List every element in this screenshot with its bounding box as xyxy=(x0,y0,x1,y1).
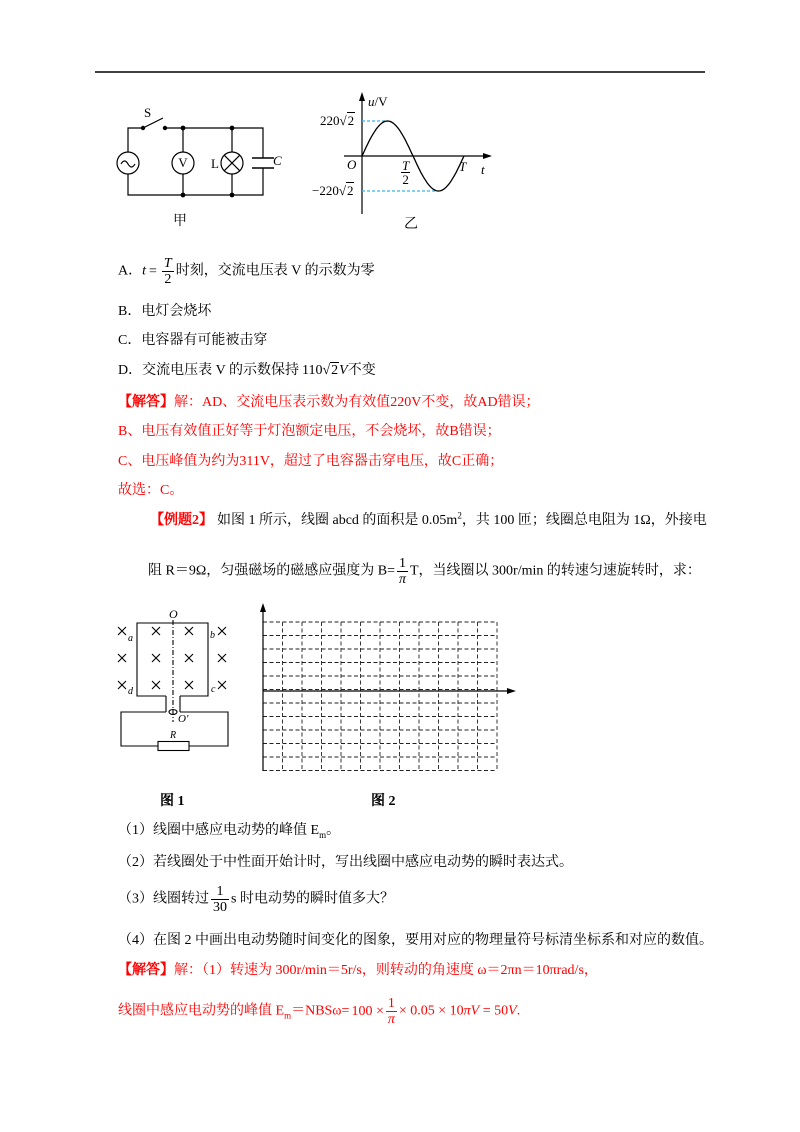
solution-1-line-3: C、电压峰值为约为311V，超过了电容器击穿电压，故C正确； xyxy=(118,454,504,469)
solution-2-equation: ＝NBSω= xyxy=(291,1003,350,1019)
graph-max-label xyxy=(320,114,355,128)
solution-2-text-1: 解：（1）转速为 300r/min＝5r/s，则转动的角速度 ω＝2πn＝10πrad/s， xyxy=(174,963,598,978)
example-2-text-2a: 阻 R＝9Ω，匀强磁场的磁感应强度为 B= xyxy=(148,563,395,579)
junction-dot xyxy=(181,193,185,197)
switch-label: S xyxy=(144,105,152,120)
magnetic-field-cross-icon xyxy=(118,627,126,635)
example-2-text-2b: T，当线圈以 300r/min 的转速匀速旋转时，求： xyxy=(410,563,701,579)
graph-min-value: −220 xyxy=(312,183,339,198)
magnetic-field-cross-icon xyxy=(185,654,193,662)
solution-1-text-1: 解：AD、交流电压表示数为有效值220V不变，故AD错误； xyxy=(174,395,540,410)
magnetic-field-cross-icon xyxy=(185,681,193,689)
solution-2-denominator: π xyxy=(387,1012,395,1027)
question-1-text: （1）线圈中感应电动势的峰值 E xyxy=(118,823,320,838)
graph-period-label: T xyxy=(459,159,467,174)
ac-tilde-icon xyxy=(121,161,135,167)
solution-2-text-2: 线圈中感应电动势的峰值 E xyxy=(118,1003,285,1019)
capacitor-label: C xyxy=(273,153,282,168)
solution-2-expr-pi: π xyxy=(463,1003,471,1019)
coil-corner-d: d xyxy=(128,686,133,697)
example-2-text-1b: ，共 100 匝；线圈总电阻为 1Ω，外接电 xyxy=(461,513,707,528)
graph-x-axis-arrow xyxy=(483,153,492,159)
grid-y-axis-arrow xyxy=(260,603,266,612)
graph-y-unit: /V xyxy=(374,94,388,109)
junction-dot xyxy=(181,126,185,130)
example-2-line-1 xyxy=(150,511,707,531)
graph-origin-label: O xyxy=(347,157,357,172)
option-b: B．电灯会烧坏 xyxy=(118,304,212,319)
magnetic-field-cross-icon xyxy=(185,627,193,635)
graph-y-axis-label xyxy=(368,95,388,109)
graph-y-var: u xyxy=(368,94,375,109)
solution-2-line-1 xyxy=(118,961,598,981)
solution-2-expr-2: × 0.05 × 10 xyxy=(398,1003,464,1019)
field-strength-denominator: π xyxy=(398,572,406,587)
question-4: （4）在图 2 中画出电动势随时间变化的图象，要用对应的物理量符号标清坐标系和对应的数值。 xyxy=(118,933,713,948)
example-2-tag: 【例题2】 xyxy=(150,513,213,528)
option-a xyxy=(118,256,375,287)
empty-plot-grid xyxy=(260,603,516,771)
radical-sign: √ xyxy=(322,363,331,378)
solution-2-end: . xyxy=(516,1003,521,1019)
figure-1-caption: 图 1 xyxy=(160,794,185,809)
option-a-fraction-denominator: 2 xyxy=(164,272,172,287)
axis-bottom-label: O' xyxy=(178,713,189,725)
question-3-text: （3）线圈转过 xyxy=(118,891,209,907)
graph-min-radicand: 2 xyxy=(346,183,354,198)
solution-2-line-2 xyxy=(118,996,520,1027)
solution-1-line-1 xyxy=(118,393,540,413)
radical-sign: √ xyxy=(338,183,346,198)
solution-1-tag: 【解答】 xyxy=(118,395,174,410)
coil-corner-c: c xyxy=(211,684,216,695)
circuit-wire xyxy=(128,168,263,195)
coil-corner-a: a xyxy=(128,633,133,644)
lamp-filament-icon xyxy=(224,155,240,171)
example-2-text-1a: 如图 1 所示，线圈 abcd 的面积是 0.05m xyxy=(217,513,458,528)
option-a-prefix: A． xyxy=(118,263,143,279)
switch-contact-icon xyxy=(163,126,166,129)
junction-dot xyxy=(230,126,234,130)
option-a-fraction-numerator: T xyxy=(163,256,172,271)
graph-max-radicand: 2 xyxy=(347,113,355,128)
option-d-radicand: 2 xyxy=(331,363,339,378)
magnetic-field-cross-icon xyxy=(118,681,126,689)
external-wire xyxy=(121,712,166,746)
magnetic-field-cross-icon xyxy=(152,681,160,689)
radical-sign: √ xyxy=(339,113,347,128)
question-3-fraction xyxy=(211,884,229,915)
magnetic-field-cross-icon xyxy=(152,627,160,635)
grid-x-axis-arrow xyxy=(507,688,516,694)
field-strength-numerator: 1 xyxy=(397,556,408,572)
figure-yi-caption: 乙 xyxy=(404,217,418,232)
solution-2-unit-2: V xyxy=(508,1003,517,1019)
question-3-end: s 时电动势的瞬时值多大？ xyxy=(231,891,394,907)
solution-2-fraction xyxy=(386,996,397,1027)
field-strength-fraction xyxy=(397,556,408,587)
option-d-prefix: D．交流电压表 V 的示数保持 xyxy=(118,363,299,378)
switch-contact-icon xyxy=(141,126,144,129)
example-2-area-exponent: 2 xyxy=(457,510,462,521)
question-1 xyxy=(118,821,340,841)
coil-corner-b: b xyxy=(210,630,215,641)
graph-y-axis-arrow xyxy=(359,92,365,101)
solution-2-tag: 【解答】 xyxy=(118,963,174,978)
solution-1-line-2: B、电压有效值正好等于灯泡额定电压，不会烧坏，故B错误； xyxy=(118,424,501,439)
axis-top-label: O xyxy=(169,607,178,621)
magnetic-field-cross-icon xyxy=(218,654,226,662)
question-2: （2）若线圈处于中性面开始计时，写出线圈中感应电动势的瞬时表达式。 xyxy=(118,855,573,870)
option-d-suffix: 不变 xyxy=(347,363,376,378)
solution-2-expr-3: = 50 xyxy=(479,1003,509,1019)
magnetic-field-cross-icon xyxy=(218,627,226,635)
magnetic-field-cross-icon xyxy=(152,654,160,662)
half-period-denominator: 2 xyxy=(402,172,409,187)
solution-2-expr-1: 100 × xyxy=(351,1003,384,1019)
graph-x-axis-label: t xyxy=(481,162,485,177)
capacitor-plates-icon xyxy=(252,158,274,168)
question-3-numerator: 1 xyxy=(211,884,229,900)
option-d-coefficient: 110 xyxy=(301,363,323,378)
figure-jia-caption: 甲 xyxy=(173,214,187,229)
solution-2-unit-1: V xyxy=(470,1003,480,1019)
voltage-graph xyxy=(344,92,492,214)
question-3 xyxy=(118,884,394,915)
junction-dot xyxy=(230,193,234,197)
option-a-variable: t xyxy=(142,263,147,279)
figure-2-caption: 图 2 xyxy=(371,794,396,809)
option-a-equals: = xyxy=(149,263,157,279)
option-d xyxy=(118,361,376,381)
graph-half-period-label xyxy=(401,159,410,186)
solution-2-numerator: 1 xyxy=(386,996,397,1012)
circuit-diagram xyxy=(117,118,274,197)
option-c: C．电容器有可能被击穿 xyxy=(118,333,268,348)
question-1-end: 。 xyxy=(326,823,341,838)
question-1-subscript: m xyxy=(319,829,327,840)
half-period-numerator: T xyxy=(402,158,410,173)
resistor-icon xyxy=(158,742,189,751)
option-a-fraction xyxy=(162,256,174,287)
voltmeter-label: V xyxy=(178,155,188,170)
question-3-denominator: 30 xyxy=(213,900,227,915)
solution-1-line-4: 故选：C。 xyxy=(118,483,184,498)
magnetic-field-cross-icon xyxy=(118,654,126,662)
lamp-label: L xyxy=(211,156,219,171)
circuit-wire xyxy=(128,128,143,152)
example-2-line-2 xyxy=(148,556,701,587)
option-a-text: 时刻，交流电压表 V 的示数为零 xyxy=(175,263,375,279)
solution-2-subscript: m xyxy=(284,1010,292,1021)
grid-lines xyxy=(263,622,497,771)
magnetic-field-cross-icon xyxy=(218,681,226,689)
circuit-wire xyxy=(165,128,263,158)
half-period-fraction xyxy=(401,159,410,186)
graph-min-label xyxy=(312,184,354,198)
option-d-unit: V xyxy=(339,363,348,378)
graph-max-value: 220 xyxy=(320,113,340,128)
resistor-label: R xyxy=(170,730,177,741)
